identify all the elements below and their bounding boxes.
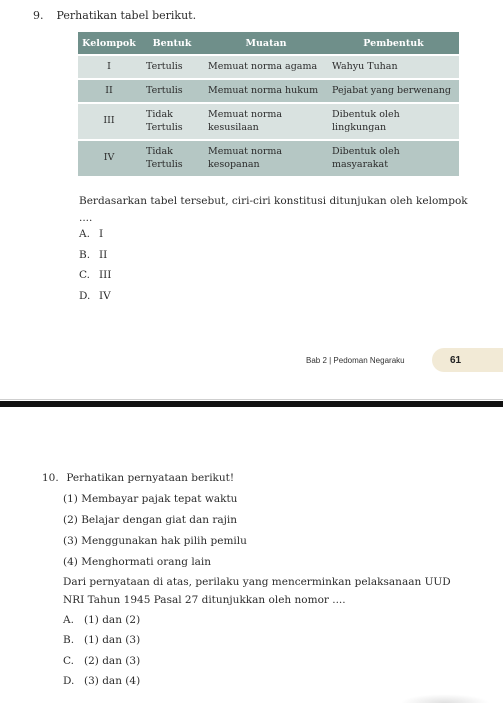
question-9-number: 9. xyxy=(33,9,44,22)
statement-item: (1) Membayar pajak tepat waktu xyxy=(63,493,238,505)
table-cell: Memuat norma kesopanan xyxy=(204,141,328,176)
option-letter: B. xyxy=(79,249,91,261)
table-row xyxy=(78,141,459,176)
table-cell: Pejabat yang berwenang xyxy=(328,80,459,102)
option-letter: A. xyxy=(63,614,74,626)
option-letter: A. xyxy=(79,228,90,240)
table-cell: II xyxy=(78,80,140,102)
table-cell: Memuat norma hukum xyxy=(204,80,328,102)
table-cell: I xyxy=(78,56,140,78)
statement-item: (4) Menghormati orang lain xyxy=(63,556,212,568)
table-cell: Dibentuk oleh masyarakat xyxy=(328,141,459,176)
question-9-prompt: Perhatikan tabel berikut. xyxy=(56,9,197,22)
answer-option-c[interactable] xyxy=(63,655,140,667)
table-header-cell: Muatan xyxy=(204,32,328,54)
table-header-cell: Kelompok xyxy=(78,32,140,54)
table-header-cell: Bentuk xyxy=(140,32,204,54)
option-letter: D. xyxy=(63,675,75,687)
constitution-table xyxy=(78,30,459,178)
table-cell: IV xyxy=(78,141,140,176)
page-divider-thin xyxy=(0,399,503,400)
answer-option-d[interactable] xyxy=(79,290,111,302)
answer-option-c[interactable] xyxy=(79,269,111,281)
table-cell: Tidak Tertulis xyxy=(140,141,204,176)
table-cell: Memuat norma kesusilaan xyxy=(204,104,328,139)
statement-item: (3) Menggunakan hak pilih pemilu xyxy=(63,535,247,547)
answer-option-b[interactable] xyxy=(79,249,107,261)
answer-option-a[interactable] xyxy=(79,228,103,240)
question-10-prompt: Perhatikan pernyataan berikut! xyxy=(66,472,235,484)
shadow-smudge xyxy=(400,694,490,703)
question-10-number: 10. xyxy=(42,472,59,484)
question-10-stem: Dari pernyataan di atas, perilaku yang mencerminkan pelaksanaan UUD NRI Tahun 1945 Pasal 27 ditunjukkan oleh nomor .... xyxy=(63,576,451,606)
page-number-tab xyxy=(432,348,503,372)
question-10-header xyxy=(42,472,234,484)
table-header-cell: Pembentuk xyxy=(328,32,459,54)
option-text: IV xyxy=(99,290,111,302)
option-text: I xyxy=(99,228,104,240)
table-cell: III xyxy=(78,104,140,139)
option-letter: D. xyxy=(79,290,91,302)
question-9-header xyxy=(33,9,196,22)
table-row xyxy=(78,56,459,78)
table-cell: Tidak Tertulis xyxy=(140,104,204,139)
table-cell: Dibentuk oleh lingkungan xyxy=(328,104,459,139)
table-cell: Tertulis xyxy=(140,56,204,78)
option-letter: B. xyxy=(63,634,75,646)
page-number: 61 xyxy=(450,354,462,366)
table-cell: Memuat norma agama xyxy=(204,56,328,78)
table-cell: Tertulis xyxy=(140,80,204,102)
answer-option-a[interactable] xyxy=(63,614,140,626)
option-text: (2) dan (3) xyxy=(84,655,141,667)
option-letter: C. xyxy=(63,655,74,667)
statement-item: (2) Belajar dengan giat dan rajin xyxy=(63,514,238,526)
table-cell: Wahyu Tuhan xyxy=(328,56,459,78)
page-footer-text: Bab 2 | Pedoman Negaraku xyxy=(306,356,405,365)
option-text: (3) dan (4) xyxy=(84,675,141,687)
page-divider xyxy=(0,401,503,407)
table-header-row xyxy=(78,32,459,54)
table-row xyxy=(78,80,459,102)
option-text: (1) dan (2) xyxy=(84,614,141,626)
option-letter: C. xyxy=(79,269,90,281)
answer-option-d[interactable] xyxy=(63,675,140,687)
option-text: II xyxy=(99,249,108,261)
answer-option-b[interactable] xyxy=(63,634,140,646)
table-row xyxy=(78,104,459,139)
option-text: (1) dan (3) xyxy=(84,634,141,646)
question-9-stem: Berdasarkan tabel tersebut, ciri-ciri konstitusi ditunjukan oleh kelompok .... xyxy=(79,195,468,224)
option-text: III xyxy=(99,269,112,281)
